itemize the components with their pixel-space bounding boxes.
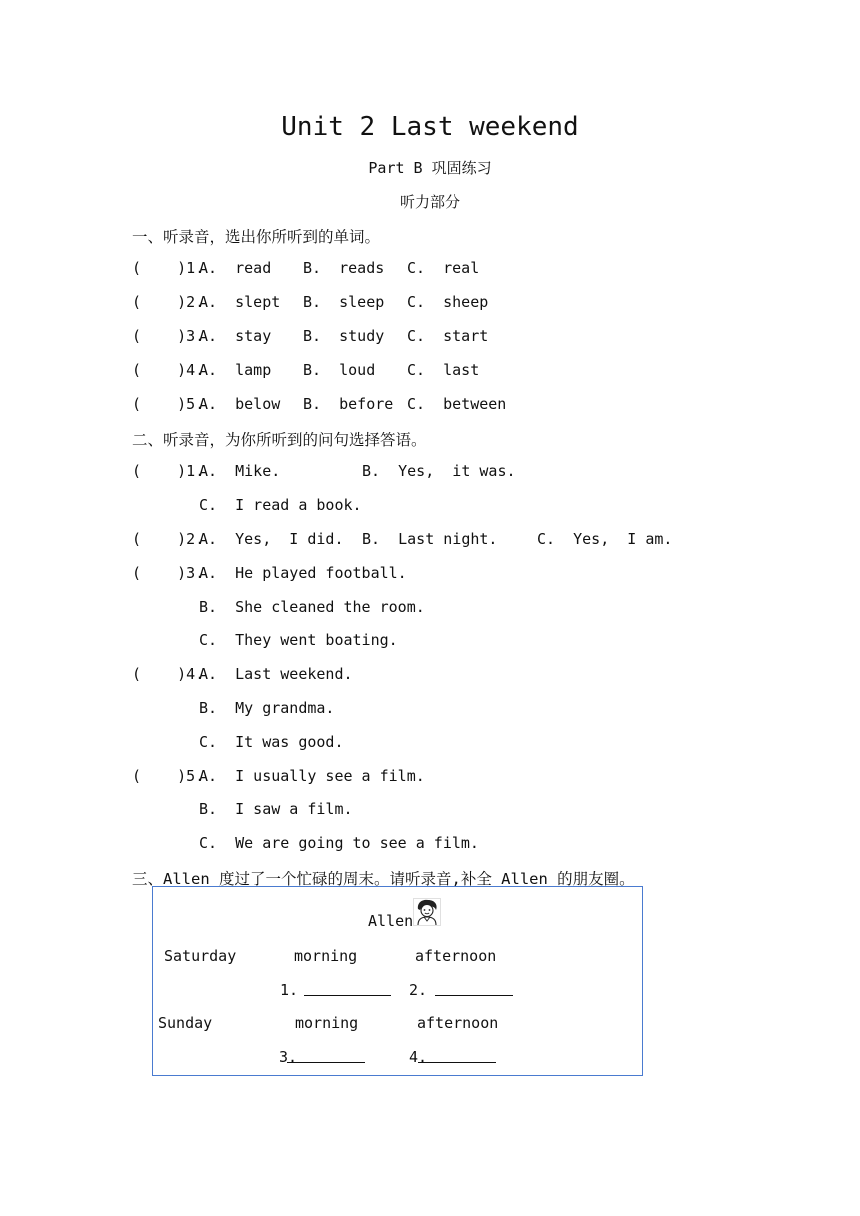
option-a: A. Yes, I did. xyxy=(199,530,344,548)
option-b: B. loud xyxy=(303,361,376,379)
sunday-afternoon-label: afternoon xyxy=(417,1014,499,1032)
option-b: B. My grandma. xyxy=(199,699,335,717)
option-b: B. I saw a film. xyxy=(199,800,353,818)
option-c: C. We are going to see a film. xyxy=(199,834,479,852)
option-b: B. study xyxy=(303,327,385,345)
item-prefix: ( )2. xyxy=(132,530,205,548)
option-b: B. She cleaned the room. xyxy=(199,598,425,616)
option-a: A. He played football. xyxy=(199,564,407,582)
subtitle: Part B 巩固练习 xyxy=(368,159,492,177)
blank-1-line[interactable] xyxy=(304,981,391,996)
option-c: C. real xyxy=(407,259,480,277)
blank-2-number: 2. xyxy=(409,981,428,999)
option-a: A. Mike. xyxy=(199,462,281,480)
item-prefix: ( )3. xyxy=(132,327,205,345)
option-a: A. below xyxy=(199,395,281,413)
option-a: A. I usually see a film. xyxy=(199,767,425,785)
option-c: C. I read a book. xyxy=(199,496,362,514)
part1-heading: 一、听录音，选出你所听到的单词。 xyxy=(132,228,381,246)
saturday-morning-label: morning xyxy=(294,947,358,965)
option-b: B. Last night. xyxy=(362,530,498,548)
allen-name: Allen xyxy=(368,912,414,930)
option-b: B. Yes, it was. xyxy=(362,462,516,480)
part3-heading: 三、Allen 度过了一个忙碌的周末。请听录音,补全 Allen 的朋友圈。 xyxy=(132,870,635,888)
item-prefix: ( )4. xyxy=(132,361,205,379)
blank-2-line[interactable] xyxy=(435,981,513,996)
avatar-icon xyxy=(413,898,441,926)
blank-1-number: 1. xyxy=(280,981,299,999)
sunday-morning-label: morning xyxy=(295,1014,359,1032)
option-c: C. Yes, I am. xyxy=(537,530,673,548)
part2-heading: 二、听录音，为你所听到的问句选择答语。 xyxy=(132,431,427,449)
option-c: C. start xyxy=(407,327,489,345)
option-b: B. reads xyxy=(303,259,385,277)
item-prefix: ( )1. xyxy=(132,462,205,480)
option-a: A. slept xyxy=(199,293,281,311)
item-prefix: ( )3. xyxy=(132,564,205,582)
section-header: 听力部分 xyxy=(399,193,460,211)
saturday-afternoon-label: afternoon xyxy=(415,947,497,965)
option-a: A. stay xyxy=(199,327,272,345)
item-prefix: ( )1. xyxy=(132,259,205,277)
item-prefix: ( )2. xyxy=(132,293,205,311)
item-prefix: ( )5. xyxy=(132,767,205,785)
option-c: C. last xyxy=(407,361,480,379)
option-c: C. between xyxy=(407,395,507,413)
blank-4-number: 4. xyxy=(409,1048,428,1066)
option-b: B. before xyxy=(303,395,394,413)
blank-3-number: 3. xyxy=(279,1048,298,1066)
option-a: A. read xyxy=(199,259,272,277)
item-prefix: ( )4. xyxy=(132,665,205,683)
sunday-label: Sunday xyxy=(158,1014,213,1032)
blank-3-line[interactable] xyxy=(287,1048,365,1063)
page-title: Unit 2 Last weekend xyxy=(281,112,579,142)
option-a: A. lamp xyxy=(199,361,272,379)
option-c: C. sheep xyxy=(407,293,489,311)
saturday-label: Saturday xyxy=(164,947,237,965)
option-c: C. They went boating. xyxy=(199,631,398,649)
blank-4-line[interactable] xyxy=(418,1048,496,1063)
option-b: B. sleep xyxy=(303,293,385,311)
item-prefix: ( )5. xyxy=(132,395,205,413)
option-a: A. Last weekend. xyxy=(199,665,353,683)
option-c: C. It was good. xyxy=(199,733,344,751)
